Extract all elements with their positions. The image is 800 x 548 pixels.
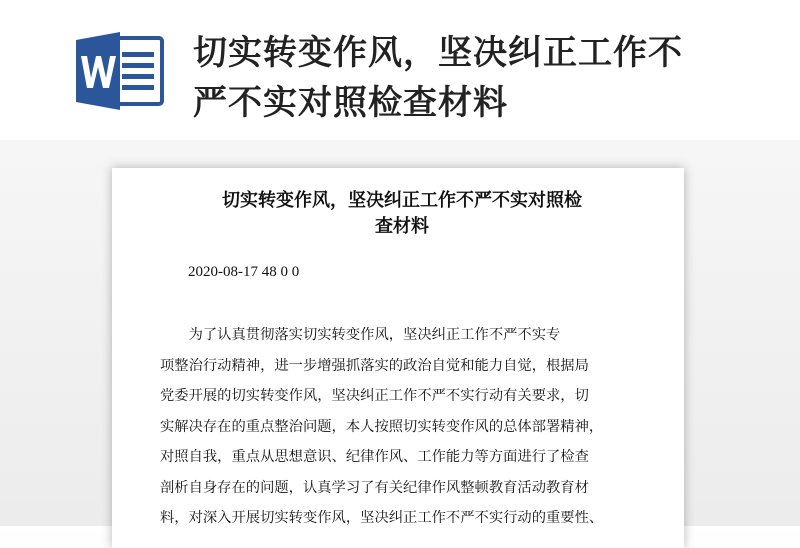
- body-line: 剖析自身存在的问题，认真学习了有关纪律作风整顿教育活动教育材: [160, 479, 589, 496]
- document-title: [152, 188, 652, 240]
- header: [0, 0, 800, 140]
- document-meta: 2020-08-17 48 0 0: [188, 264, 300, 280]
- body-line: 实解决存在的重点整治问题，本人按照切实转变作风的总体部署精神，: [160, 418, 604, 435]
- document-title-line-1: 切实转变作风，坚决纠正工作不严不实对照检: [222, 190, 582, 211]
- page-title-line-2: 严不实对照检查材料: [193, 83, 508, 123]
- body-line: 料，对深入开展切实转变作风，坚决纠正工作不严不实行动的重要性、: [160, 510, 604, 526]
- body-line: 对照自我，重点从思想意识、纪律作风、工作能力等方面进行了检查: [160, 449, 589, 465]
- document-page: [112, 168, 684, 548]
- body-line: 为了认真贯彻落实切实转变作风，坚决纠正工作不严不实专: [160, 327, 561, 343]
- word-icon: [76, 30, 164, 112]
- body-line: 项整治行动精神，进一步增强抓落实的政治自觉和能力自觉，根据局: [160, 357, 589, 374]
- document-title-line-2: 查材料: [375, 216, 429, 237]
- page-title: [193, 28, 753, 128]
- body-line: 党委开展的切实转变作风，坚决纠正工作不严不实行动有关要求，切: [160, 388, 589, 404]
- document-body: [160, 320, 646, 534]
- page-title-line-1: 切实转变作风，坚决纠正工作不: [193, 33, 683, 73]
